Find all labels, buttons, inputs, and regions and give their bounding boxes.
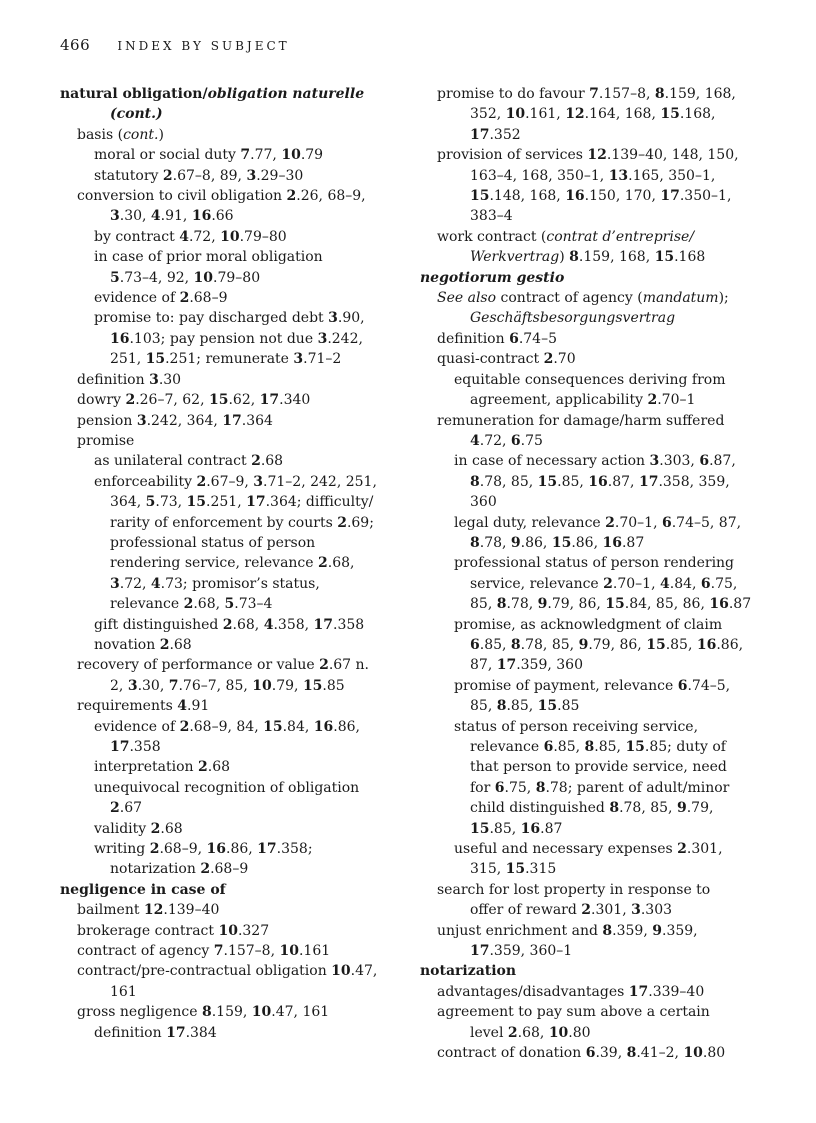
index-line: promise to: pay discharged debt 3.90, bbox=[94, 310, 365, 327]
index-line: quasi-contract 2.70 bbox=[437, 351, 576, 368]
index-line: 85, 8.78, 9.79, 86, 15.84, 85, 86, 16.87 bbox=[470, 596, 752, 613]
index-line: promise of payment, relevance 6.74–5, bbox=[454, 677, 731, 694]
index-line: 17.352 bbox=[470, 126, 521, 143]
index-line: unequivocal recognition of obligation bbox=[94, 779, 360, 796]
index-line: evidence of 2.68–9, 84, 15.84, 16.86, bbox=[94, 718, 360, 735]
index-line: promise bbox=[77, 432, 135, 449]
index-line: 364, 5.73, 15.251, 17.364; difficulty/ bbox=[110, 494, 374, 511]
index-line: statutory 2.67–8, 89, 3.29–30 bbox=[94, 167, 304, 184]
index-line: as unilateral contract 2.68 bbox=[94, 453, 284, 470]
index-line: promise to do favour 7.157–8, 8.159, 168, bbox=[437, 86, 736, 102]
index-line: writing 2.68–9, 16.86, 17.358; bbox=[94, 841, 313, 858]
index-line: unjust enrichment and 8.359, 9.359, bbox=[437, 922, 698, 939]
index-line: level 2.68, 10.80 bbox=[470, 1024, 591, 1041]
index-line: contract of donation 6.39, 8.41–2, 10.80 bbox=[437, 1045, 726, 1062]
index-line: 87, 17.359, 360 bbox=[470, 657, 583, 674]
index-line: gross negligence 8.159, 10.47, 161 bbox=[77, 1004, 330, 1021]
index-line: 8.78, 9.86, 15.86, 16.87 bbox=[470, 534, 645, 551]
index-line: professional status of person rendering bbox=[454, 555, 735, 572]
index-line: 2, 3.30, 7.76–7, 85, 10.79, 15.85 bbox=[110, 677, 345, 694]
index-line: interpretation 2.68 bbox=[94, 759, 231, 776]
index-line: basis (cont.) bbox=[77, 126, 164, 143]
index-line: 161 bbox=[110, 983, 137, 1000]
index-line: search for lost property in response to bbox=[437, 881, 711, 898]
index-line: remuneration for damage/harm suffered bbox=[437, 412, 725, 429]
index-line: useful and necessary expenses 2.301, bbox=[454, 841, 723, 858]
index-line: enforceability 2.67–9, 3.71–2, 242, 251, bbox=[94, 473, 377, 490]
index-line: 15.148, 168, 16.150, 170, 17.350–1, bbox=[470, 188, 732, 205]
index-line: pension 3.242, 364, 17.364 bbox=[77, 412, 273, 429]
index-line: work contract (contrat d’entreprise/ bbox=[437, 228, 695, 245]
index-line: 17.359, 360–1 bbox=[470, 943, 573, 960]
index-line: 352, 10.161, 12.164, 168, 15.168, bbox=[470, 106, 716, 123]
index-heading: notarization bbox=[420, 963, 517, 980]
index-line: moral or social duty 7.77, 10.79 bbox=[94, 147, 324, 164]
index-line: requirements 4.91 bbox=[77, 698, 210, 715]
index-line: 3.30, 4.91, 16.66 bbox=[110, 208, 234, 225]
index-heading: natural obligation/obligation naturelle bbox=[60, 86, 365, 102]
index-line: 251, 15.251; remunerate 3.71–2 bbox=[110, 351, 342, 368]
index-line: brokerage contract 10.327 bbox=[77, 922, 270, 939]
index-line: Geschäftsbesorgungsvertrag bbox=[470, 310, 676, 327]
index-line: in case of prior moral obligation bbox=[94, 249, 323, 266]
index-line: notarization 2.68–9 bbox=[110, 861, 249, 878]
index-line: 5.73–4, 92, 10.79–80 bbox=[110, 269, 261, 286]
index-line: 4.72, 6.75 bbox=[470, 432, 543, 449]
index-line: contract of agency 7.157–8, 10.161 bbox=[77, 943, 331, 960]
index-line: conversion to civil obligation 2.26, 68–9, bbox=[77, 188, 366, 205]
index-heading: negligence in case of bbox=[60, 881, 226, 898]
index-line: 85, 8.85, 15.85 bbox=[470, 698, 580, 715]
index-line: contract/pre-contractual obligation 10.47, bbox=[77, 963, 378, 980]
index-line: definition 17.384 bbox=[94, 1024, 217, 1041]
index-line: 6.85, 8.78, 85, 9.79, 86, 15.85, 16.86, bbox=[470, 636, 744, 653]
index-line: 15.85, 16.87 bbox=[470, 820, 563, 837]
running-title: INDEX BY SUBJECT bbox=[117, 39, 290, 53]
index-line: evidence of 2.68–9 bbox=[94, 290, 228, 307]
index-line: by contract 4.72, 10.79–80 bbox=[94, 228, 287, 245]
index-line: in case of necessary action 3.303, 6.87, bbox=[454, 453, 736, 470]
index-line: 383–4 bbox=[470, 208, 513, 225]
index-line: 16.103; pay pension not due 3.242, bbox=[110, 330, 363, 347]
index-line: provision of services 12.139–40, 148, 150, bbox=[437, 147, 739, 164]
index-line: offer of reward 2.301, 3.303 bbox=[470, 902, 673, 919]
index-line: child distinguished 8.78, 85, 9.79, bbox=[470, 800, 714, 817]
index-line: novation 2.68 bbox=[94, 636, 192, 653]
index-line: validity 2.68 bbox=[94, 820, 183, 837]
index-line: 3.72, 4.73; promisor’s status, bbox=[110, 575, 320, 592]
index-column-right bbox=[420, 84, 760, 1064]
running-head bbox=[60, 36, 290, 54]
index-line: 163–4, 168, 350–1, 13.165, 350–1, bbox=[470, 167, 716, 184]
index-line: Werkvertrag) 8.159, 168, 15.168 bbox=[470, 249, 706, 266]
index-line: 8.78, 85, 15.85, 16.87, 17.358, 359, 360 bbox=[470, 473, 730, 511]
index-line: service, relevance 2.70–1, 4.84, 6.75, bbox=[470, 575, 738, 592]
index-line: bailment 12.139–40 bbox=[77, 902, 220, 919]
index-line: See also contract of agency (mandatum); bbox=[437, 290, 729, 307]
index-column-left bbox=[60, 84, 400, 1043]
index-line: professional status of person bbox=[110, 534, 316, 551]
index-line: 2.67 bbox=[110, 800, 143, 817]
index-heading: negotiorum gestio bbox=[420, 269, 565, 286]
index-line: dowry 2.26–7, 62, 15.62, 17.340 bbox=[77, 392, 311, 409]
index-line: definition 6.74–5 bbox=[437, 330, 557, 347]
index-line: promise, as acknowledgment of claim bbox=[454, 616, 723, 633]
page-number: 466 bbox=[60, 36, 91, 54]
index-line: advantages/disadvantages 17.339–40 bbox=[437, 983, 705, 1000]
index-line: definition 3.30 bbox=[77, 371, 182, 388]
index-line: relevance 6.85, 8.85, 15.85; duty of bbox=[470, 739, 726, 755]
index-line: legal duty, relevance 2.70–1, 6.74–5, 87, bbox=[454, 514, 742, 531]
index-line: rendering service, relevance 2.68, bbox=[110, 555, 355, 572]
index-line: for 6.75, 8.78; parent of adult/minor bbox=[470, 779, 730, 796]
index-line: that person to provide service, need bbox=[470, 759, 727, 776]
index-line: agreement, applicability 2.70–1 bbox=[470, 392, 696, 409]
index-line: status of person receiving service, bbox=[454, 718, 699, 735]
index-line: gift distinguished 2.68, 4.358, 17.358 bbox=[94, 616, 365, 633]
index-line: rarity of enforcement by courts 2.69; bbox=[110, 514, 374, 531]
index-line: relevance 2.68, 5.73–4 bbox=[110, 596, 273, 613]
index-line: equitable consequences deriving from bbox=[454, 371, 726, 388]
index-line: agreement to pay sum above a certain bbox=[437, 1004, 710, 1021]
index-line: recovery of performance or value 2.67 n. bbox=[77, 657, 370, 674]
index-line: (cont.) bbox=[110, 106, 163, 123]
index-line: 315, 15.315 bbox=[470, 861, 557, 878]
index-line: 17.358 bbox=[110, 739, 161, 755]
